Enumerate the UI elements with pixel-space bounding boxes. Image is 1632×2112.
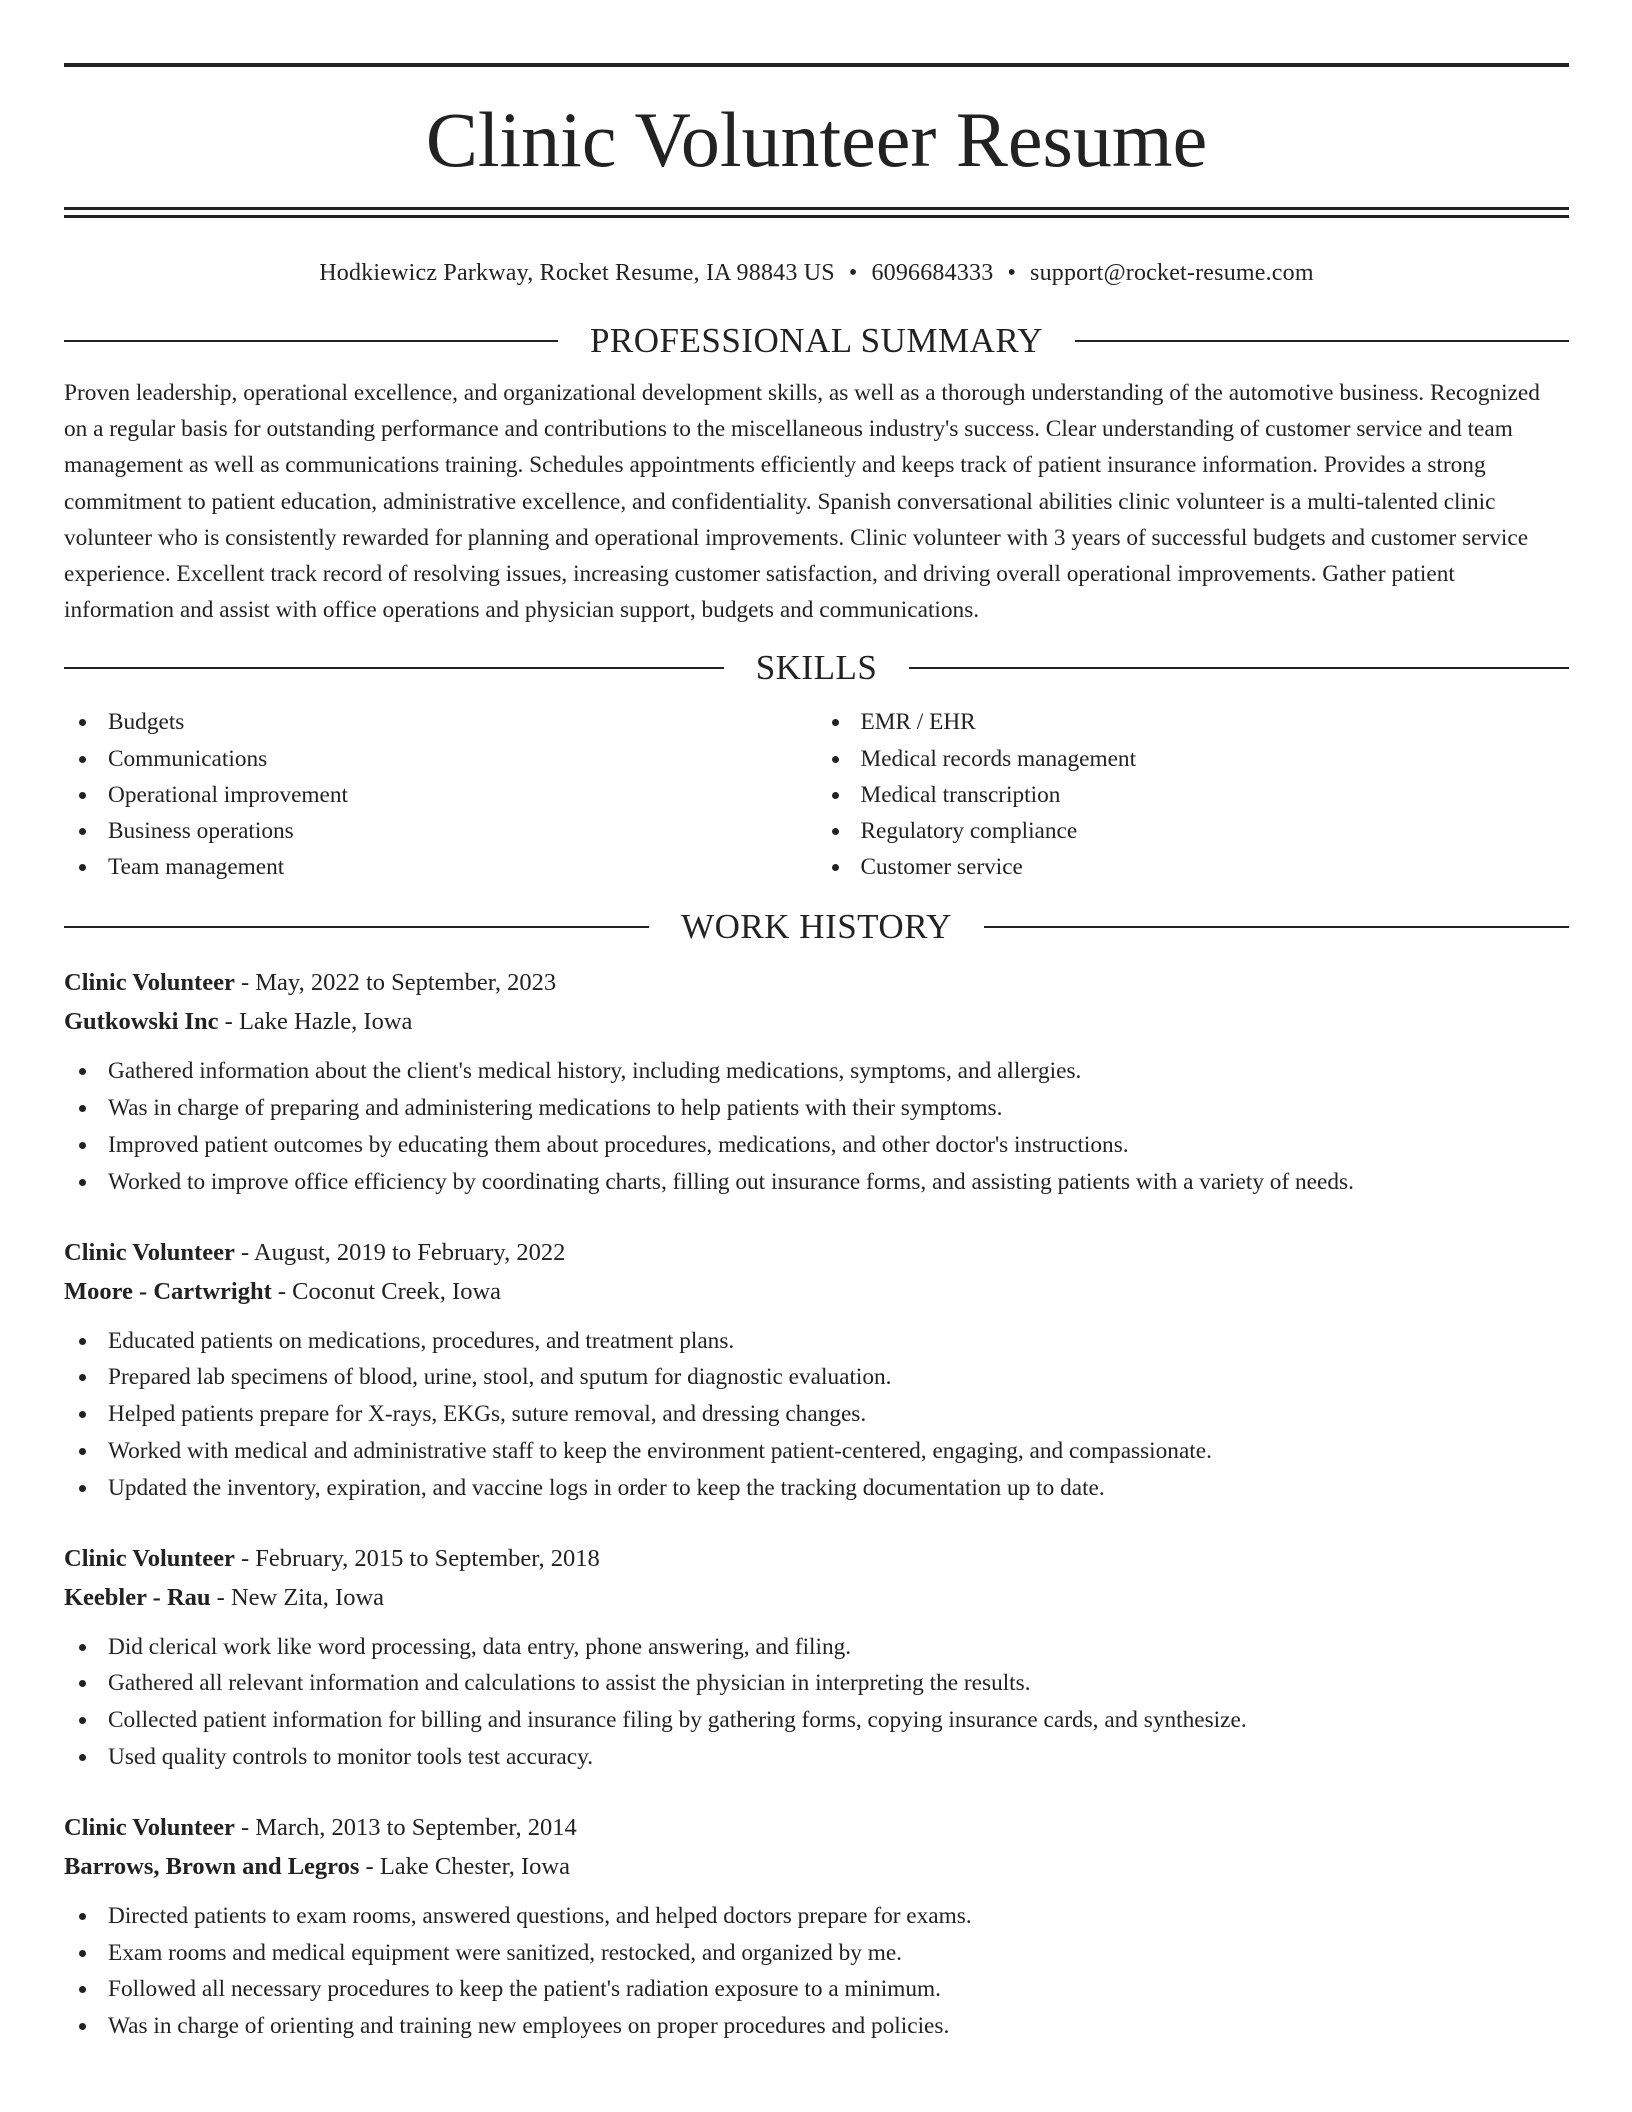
job-company: Moore - Cartwright bbox=[64, 1277, 272, 1305]
job-title: Clinic Volunteer bbox=[64, 1238, 235, 1266]
job-duty: Collected patient information for billing and insurance filing by gathering forms, copying insurance cards, and synthesize. bbox=[64, 1702, 1569, 1739]
job-entry bbox=[64, 1808, 1569, 2045]
job-duty: Gathered all relevant information and calculations to assist the physician in interpreting the results. bbox=[64, 1665, 1569, 1702]
section-rule-left bbox=[64, 340, 558, 342]
job-company-line bbox=[64, 1272, 1569, 1311]
skill-item: Medical records management bbox=[817, 741, 1570, 777]
section-title-work: WORK HISTORY bbox=[681, 907, 952, 947]
work-history bbox=[64, 963, 1569, 2045]
job-location: - Coconut Creek, Iowa bbox=[271, 1277, 502, 1305]
job-duty: Helped patients prepare for X-rays, EKGs, suture removal, and dressing changes. bbox=[64, 1396, 1569, 1433]
job-company-line bbox=[64, 1578, 1569, 1617]
section-title-skills: SKILLS bbox=[755, 648, 878, 688]
job-title: Clinic Volunteer bbox=[64, 1544, 235, 1572]
job-title-line bbox=[64, 1539, 1569, 1578]
skill-item: EMR / EHR bbox=[817, 704, 1570, 740]
job-title: Clinic Volunteer bbox=[64, 1813, 235, 1841]
job-duty: Educated patients on medications, procedures, and treatment plans. bbox=[64, 1323, 1569, 1360]
job-duty: Gathered information about the client's medical history, including medications, symptoms, and allergies. bbox=[64, 1053, 1569, 1090]
section-rule-left bbox=[64, 926, 649, 928]
contact-separator: • bbox=[1007, 260, 1017, 286]
job-duty: Worked to improve office efficiency by coordinating charts, filling out insurance forms, and assisting patients with a variety of needs. bbox=[64, 1164, 1569, 1201]
job-duties bbox=[64, 1629, 1569, 1776]
job-title: Clinic Volunteer bbox=[64, 969, 235, 997]
skill-item: Regulatory compliance bbox=[817, 813, 1570, 849]
section-header-summary bbox=[64, 319, 1569, 363]
job-dates: - March, 2013 to September, 2014 bbox=[234, 1813, 577, 1841]
job-location: - Lake Hazle, Iowa bbox=[218, 1008, 413, 1036]
job-duty: Followed all necessary procedures to keep the patient's radiation exposure to a minimum. bbox=[64, 1971, 1569, 2008]
skill-item: Medical transcription bbox=[817, 777, 1570, 813]
section-rule-left bbox=[64, 667, 724, 669]
skill-item: Customer service bbox=[817, 849, 1570, 885]
header-top-rule bbox=[64, 63, 1569, 67]
section-rule-right bbox=[984, 926, 1569, 928]
contact-phone[interactable]: 6096684333 bbox=[871, 260, 994, 286]
contact-address: Hodkiewicz Parkway, Rocket Resume, IA 98843 US bbox=[319, 260, 835, 286]
job-location: - New Zita, Iowa bbox=[210, 1583, 385, 1611]
job-duty: Was in charge of orienting and training new employees on proper procedures and policies. bbox=[64, 2008, 1569, 2045]
job-duties bbox=[64, 1323, 1569, 1507]
section-rule-right bbox=[909, 667, 1569, 669]
job-company-line bbox=[64, 1002, 1569, 1041]
skill-item: Communications bbox=[64, 741, 817, 777]
contact-separator: • bbox=[848, 260, 858, 286]
job-duty: Prepared lab specimens of blood, urine, stool, and sputum for diagnostic evaluation. bbox=[64, 1359, 1569, 1396]
job-duty: Exam rooms and medical equipment were sanitized, restocked, and organized by me. bbox=[64, 1935, 1569, 1972]
job-duty: Did clerical work like word processing, data entry, phone answering, and filing. bbox=[64, 1629, 1569, 1666]
job-duty: Used quality controls to monitor tools test accuracy. bbox=[64, 1739, 1569, 1776]
job-entry bbox=[64, 963, 1569, 1200]
job-entry bbox=[64, 1233, 1569, 1507]
job-company-line bbox=[64, 1847, 1569, 1886]
job-location: - Lake Chester, Iowa bbox=[359, 1852, 570, 1880]
job-duty: Improved patient outcomes by educating them about procedures, medications, and other doctor's instructions. bbox=[64, 1127, 1569, 1164]
contact-email[interactable]: support@rocket-resume.com bbox=[1030, 260, 1314, 286]
resume-title: Clinic Volunteer Resume bbox=[425, 96, 1208, 183]
skill-item: Business operations bbox=[64, 813, 817, 849]
section-header-skills bbox=[64, 646, 1569, 690]
summary-text: Proven leadership, operational excellence, and organizational development skills, as well as a thorough understanding of the automotive business. Recognized on a regular basis for outstanding performance and contributions to the miscellaneous industry's success. Clear understanding of customer service and team management as well as communications training. Schedules appointments efficiently and keeps track of patient insurance information. Provides a strong commitment to patient education, administrative excellence, and confidentiality. Spanish conversational abilities clinic volunteer is a multi-talented clinic volunteer who is consistently rewarded for planning and operational improvements. Clinic volunteer with 3 years of successful budgets and customer service experience. Excellent track record of resolving issues, increasing customer satisfaction, and driving overall operational improvements. Gather patient information and assist with office operations and physician support, budgets and communications. bbox=[64, 380, 1540, 624]
skill-item: Team management bbox=[64, 849, 817, 885]
section-header-work bbox=[64, 905, 1569, 949]
job-duty: Updated the inventory, expiration, and vaccine logs in order to keep the tracking documentation up to date. bbox=[64, 1470, 1569, 1507]
job-title-line bbox=[64, 1233, 1569, 1272]
job-company: Barrows, Brown and Legros bbox=[64, 1852, 360, 1880]
job-dates: - May, 2022 to September, 2023 bbox=[234, 969, 557, 997]
job-duty: Was in charge of preparing and administering medications to help patients with their symptoms. bbox=[64, 1090, 1569, 1127]
resume-page bbox=[64, 63, 1569, 2045]
section-rule-right bbox=[1075, 340, 1569, 342]
skills-list bbox=[64, 704, 1569, 885]
job-title-line bbox=[64, 1808, 1569, 1847]
job-duty: Directed patients to exam rooms, answered questions, and helped doctors prepare for exams. bbox=[64, 1898, 1569, 1935]
contact-line bbox=[64, 255, 1569, 291]
skills-column-right bbox=[817, 704, 1570, 885]
job-company: Gutkowski Inc bbox=[64, 1008, 219, 1036]
job-duties bbox=[64, 1898, 1569, 2045]
skills-column-left bbox=[64, 704, 817, 885]
job-dates: - February, 2015 to September, 2018 bbox=[234, 1544, 600, 1572]
header-double-rule bbox=[64, 207, 1569, 218]
job-company: Keebler - Rau bbox=[64, 1583, 211, 1611]
job-duties bbox=[64, 1053, 1569, 1200]
job-title-line bbox=[64, 963, 1569, 1002]
job-duty: Worked with medical and administrative staff to keep the environment patient-centered, engaging, and compassionate. bbox=[64, 1433, 1569, 1470]
job-entry bbox=[64, 1539, 1569, 1776]
job-dates: - August, 2019 to February, 2022 bbox=[234, 1238, 566, 1266]
skill-item: Budgets bbox=[64, 704, 817, 740]
skill-item: Operational improvement bbox=[64, 777, 817, 813]
section-title-summary: PROFESSIONAL SUMMARY bbox=[589, 321, 1044, 360]
